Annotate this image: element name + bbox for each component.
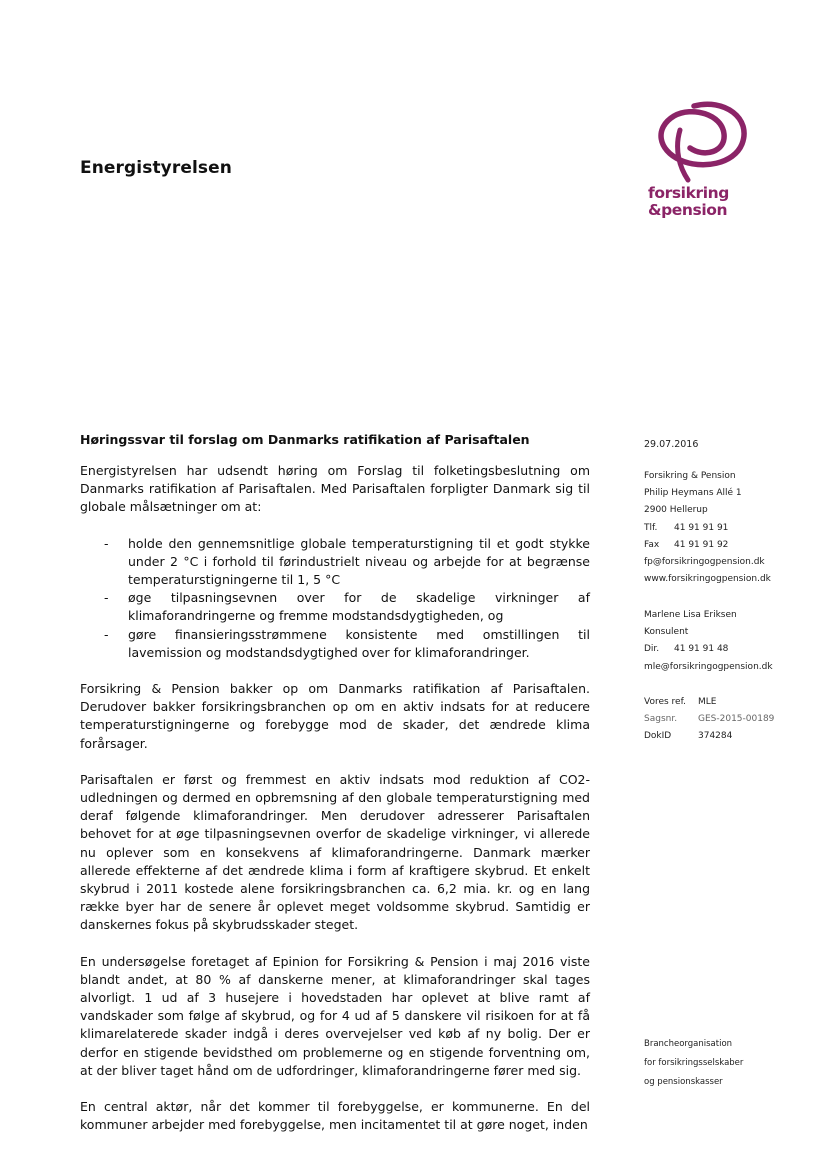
paragraph-support: Forsikring & Pension bakker op om Danmarks ratifikation af Parisaftalen. Derudover bakker forsikringsbranchen op om en aktiv indsats for at reducere temperaturstigningerne og forebygge mod de skader, det ændrede klima forårsager.: [80, 681, 590, 751]
list-item-text: gøre finansieringsstrømmene konsistente med omstillingen til lavemission og modstandsdygtighed over for klimaforandringer.: [128, 626, 590, 660]
sender-city: 2900 Hellerup: [644, 505, 708, 516]
footer-line: Brancheorganisation: [644, 1039, 733, 1049]
bullet-dash: -: [104, 626, 109, 642]
sender-phone-row: [644, 520, 814, 537]
bullet-dash: -: [104, 590, 109, 606]
fax-label: Fax: [644, 539, 660, 550]
sender-address: [644, 468, 814, 588]
list-item: [80, 589, 590, 625]
sender-website: www.forsikringogpension.dk: [644, 574, 771, 585]
phone-label: Tlf.: [644, 522, 658, 533]
ref-row-sagsnr: [644, 711, 814, 728]
ref-row-dokid: [644, 728, 814, 745]
sender-name: Forsikring & Pension: [644, 471, 736, 481]
paragraph-municipalities: En central aktør, når det kommer til forebyggelse, er kommunerne. En del kommuner arbejder med forebyggelse, men incitamentet til at gøre noget, inden: [80, 1099, 590, 1133]
contact-direct-row: [644, 641, 814, 658]
footer-line: og pensionskasser: [644, 1077, 723, 1087]
letter-body: [80, 462, 590, 1153]
contact-block: [644, 607, 814, 676]
ref-row-vores: [644, 694, 814, 711]
list-item: [80, 535, 590, 590]
ref-label: Sagsnr.: [644, 714, 678, 725]
paragraph-intro: Energistyrelsen har udsendt høring om Forslag til folketingsbeslutning om Danmarks ratifikation af Parisaftalen. Med Parisaftalen forpligter Danmark sig til globale målsætninger om at:: [80, 463, 590, 515]
ref-value: MLE: [698, 697, 717, 707]
footer-line: for forsikringsselskaber: [644, 1058, 744, 1068]
paragraph-climate: Parisaftalen er først og fremmest en aktiv indsats mod reduktion af CO2-udledningen og dermed en opbremsning af den globale temperaturstigning med deraf følgende klimaforandringer. Men derudover adresserer Parisaftalen behovet for at øge tilpasningsevnen overfor de skadelige virkninger, vi allerede nu oplever som en konsekvens af klimaforandringerne. Danmark mærker allerede effekterne af det ændrede klima i form af kraftigere skybrud. Et enkelt skybrud i 2011 kostede alene forsikringsbranchen ca. 6,2 mia. kr. og en lang række byer har de senere år oplevet meget voldsomme skybrud. Samtidig er danskernes fokus på skybrudsskader steget.: [80, 771, 590, 933]
letter-date: 29.07.2016: [644, 439, 699, 450]
bullet-dash: -: [104, 535, 109, 551]
reference-block: [644, 694, 814, 746]
logo-mark-icon: [644, 100, 754, 184]
sender-email: fp@forsikringogpension.dk: [644, 557, 765, 568]
ref-value: GES-2015-00189: [698, 714, 775, 725]
phone-value: 41 91 91 91: [674, 522, 729, 533]
goals-list: [80, 535, 590, 662]
subject-line: Høringssvar til forslag om Danmarks ratifikation af Parisaftalen: [80, 432, 530, 447]
paragraph-survey: En undersøgelse foretaget af Epinion for Forsikring & Pension i maj 2016 viste blandt andet, at 80 % af danskerne mener, at klimaforandringer skal tages alvorligt. 1 ud af 3 husejere i hovedstaden har oplevet at blive ramt af vandskader som følge af skybrud, og for 4 ud af 5 danskere vil risikoen for at få klimarelaterede skader indgå i deres overvejelser ved køb af ny bolig. Der er derfor en stigende bevidsthed om problemerne og en stigende forventning om, at der bliver taget hånd om de udfordringer, klimaforandringerne fører med sig.: [80, 953, 590, 1078]
ref-label: DokID: [644, 731, 672, 742]
ref-value: 374284: [698, 731, 733, 742]
logo-text-line2: &pension: [648, 201, 728, 219]
sender-street: Philip Heymans Allé 1: [644, 488, 742, 499]
fax-value: 41 91 91 92: [674, 539, 729, 550]
contact-email: mle@forsikringogpension.dk: [644, 661, 773, 672]
list-item: [80, 626, 590, 662]
list-item-text: holde den gennemsnitlige globale temperaturstigning til et godt stykke under 2 °C i forhold til førindustrielt niveau og arbejde for at begrænse temperaturstigningerne til 1, 5 °C: [128, 535, 590, 588]
logo-text-line1: forsikring: [648, 184, 729, 202]
contact-title: Konsulent: [644, 627, 689, 638]
direct-value: 41 91 91 48: [674, 644, 729, 655]
footer-organisation: [644, 1035, 814, 1092]
direct-label: Dir.: [644, 644, 660, 655]
recipient-heading: Energistyrelsen: [80, 158, 232, 178]
list-item-text: øge tilpasningsevnen over for de skadelige virkninger af klimaforandringerne og fremme modstandsdygtigheden, og: [128, 590, 590, 624]
contact-name: Marlene Lisa Eriksen: [644, 610, 737, 620]
sender-fax-row: [644, 537, 814, 554]
ref-label: Vores ref.: [644, 697, 686, 707]
company-logo: [636, 100, 756, 225]
